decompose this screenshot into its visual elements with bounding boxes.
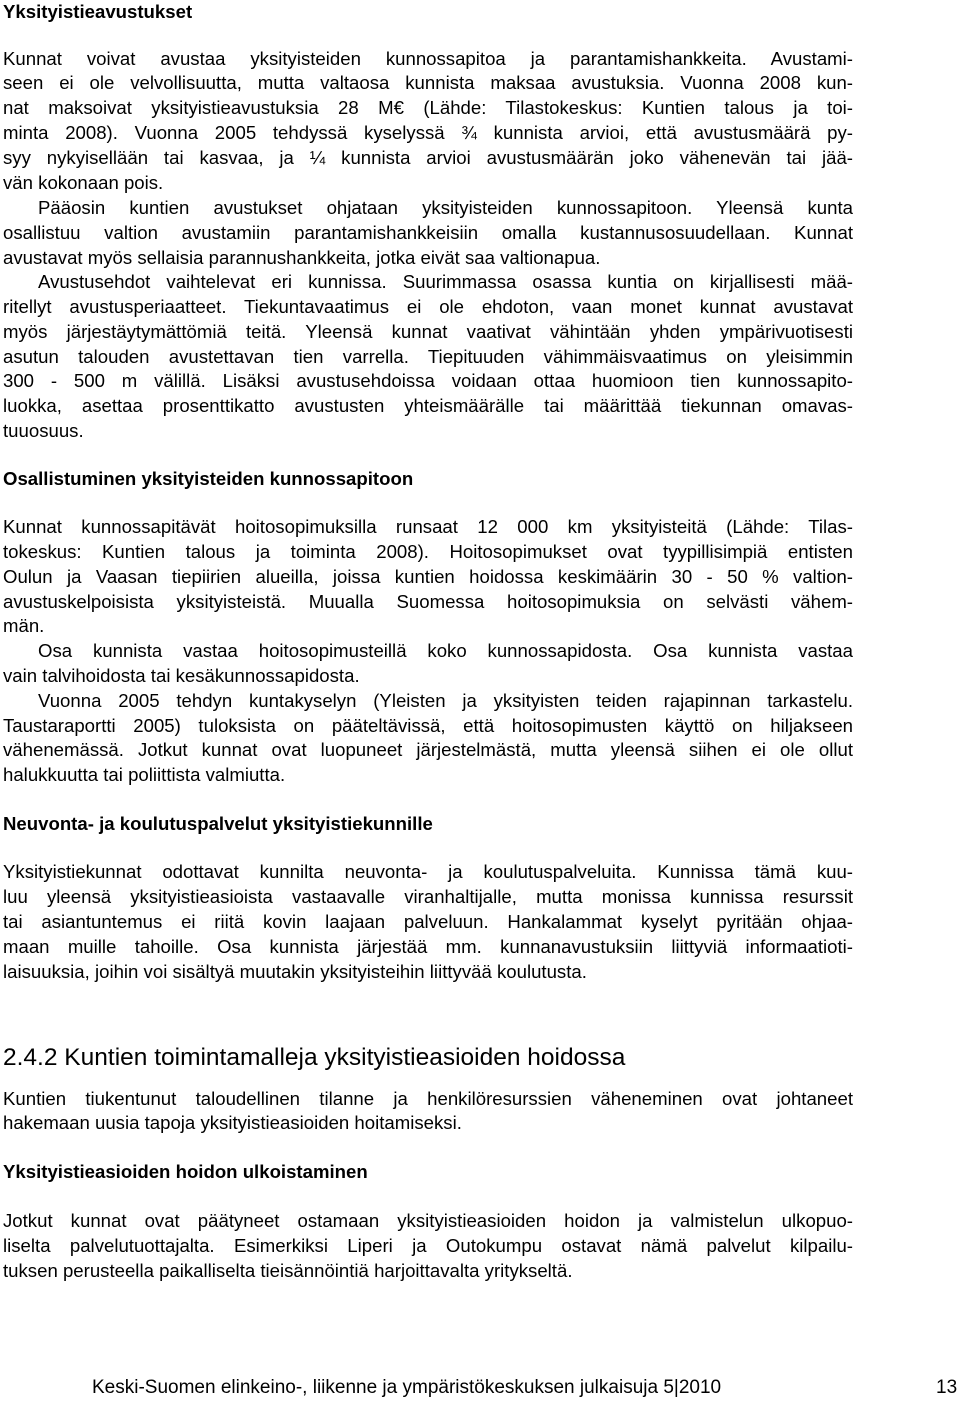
paragraph-line: myös järjestäytymättömiä teitä. Yleensä kunnat vaativat vähintään yhden ympärivuotisesti [3,321,853,342]
paragraph-line: seen ei ole velvollisuutta, mutta valtaosa kunnista maksaa avustuksia. Vuonna 2008 kun- [3,72,853,93]
paragraph-line: maan muille tahoille. Osa kunnista järjestää mm. kunnanavustuksiin liittyviä informaatioti- [3,936,853,957]
paragraph-line: luokka, asettaa prosenttikatto avustusten yhteismäärälle tai määrittää tiekunnan omavas- [3,395,853,416]
paragraph-line: syy nykyisellään tai kasvaa, ja ¼ kunnista arvioi avustusmäärän joko vähenevän tai jää- [3,147,853,168]
paragraph-line: laisuuksia, joihin voi sisältyä muutakin yksityisteihin liittyvää koulutusta. [3,961,587,982]
section-heading: Osallistuminen yksityisteiden kunnossapitoon [3,468,414,489]
paragraph-line: ritellyt avustusperiaatteet. Tiekuntavaatimus ei ole ehdoton, vaan monet kunnat avustavat [3,296,853,317]
paragraph-line: vain talvihoidosta tai kesäkunnossapidosta. [3,665,360,686]
section-heading: Yksityistieavustukset [3,1,193,22]
paragraph-line: Kunnat voivat avustaa yksityisteiden kunnossapitoa ja parantamishankkeita. Avustami- [3,48,853,69]
paragraph-line: Kunnat kunnossapitävät hoitosopimuksilla runsaat 12 000 km yksityisteitä (Lähde: Tilas- [3,516,853,537]
paragraph-line: Pääosin kuntien avustukset ohjataan yksityisteiden kunnossapitoon. Yleensä kunta [38,197,853,218]
paragraph-line: vän kokonaan pois. [3,172,164,193]
paragraph-line: hakemaan uusia tapoja yksityistieasioiden hoitamiseksi. [3,1112,462,1133]
paragraph-line: avustuskelpoisista yksityisteistä. Muualla Suomessa hoitosopimuksia on selvästi vähem- [3,591,853,612]
paragraph-line: tuksen perusteella paikalliselta tieisännöintiä harjoittavalta yritykseltä. [3,1260,573,1281]
paragraph-line: asutun talouden avustettavan tien varrella. Tiepituuden vähimmäisvaatimus on yleisimmin [3,346,853,367]
chapter-heading: 2.4.2 Kuntien toimintamalleja yksityistieasioiden hoidossa [3,1044,626,1071]
paragraph-line: Osa kunnista vastaa hoitosopimusteillä koko kunnossapidosta. Osa kunnista vastaa [38,640,853,661]
paragraph-line: osallistuu valtion avustamiin parantamishankkeisiin omalla kustannusosuudellaan. Kunnat [3,222,853,243]
section-heading: Neuvonta- ja koulutuspalvelut yksityistiekunnille [3,813,433,834]
paragraph-line: luu yleensä yksityistieasioista vastaavalle viranhaltijalle, mutta monissa kunnissa resurssit [3,886,853,907]
paragraph-line: nat maksoivat yksityistieavustuksia 28 M€ (Lähde: Tilastokeskus: Kuntien talous ja toi- [3,97,853,118]
paragraph-line: tuuosuus. [3,420,84,441]
paragraph-line: Taustaraportti 2005) tuloksista on pääteltävissä, että hoitosopimusten käyttö on hiljakseen [3,715,853,736]
section-heading: Yksityistieasioiden hoidon ulkoistaminen [3,1161,368,1182]
paragraph-line: Jotkut kunnat ovat päätyneet ostamaan yksityistieasioiden hoidon ja valmistelun ulkopuo- [3,1210,853,1231]
paragraph-line: minta 2008). Vuonna 2005 tehdyssä kyselyssä ¾ kunnista arvioi, että avustusmäärä py- [3,122,853,143]
page-number: 13 [936,1377,958,1398]
paragraph-line: vähenemässä. Jotkut kunnat ovat luopuneet järjestelmästä, mutta yleensä siihen ei ole ollut [3,739,853,760]
paragraph-line: Vuonna 2005 tehdyn kuntakyselyn (Yleisten ja yksityisten teiden rajapinnan tarkastelu. [38,690,853,711]
paragraph-line: män. [3,615,45,636]
paragraph-line: Oulun ja Vaasan tiepiirien alueilla, joissa kuntien hoidossa keskimäärin 30 - 50 % valtion- [3,566,853,587]
paragraph-line: Avustusehdot vaihtelevat eri kunnissa. Suurimmassa osassa kuntia on kirjallisesti mää- [38,271,853,292]
paragraph-line: Kuntien tiukentunut taloudellinen tilanne ja henkilöresurssien väheneminen ovat johtaneet [3,1088,853,1109]
paragraph-line: avustavat myös sellaisia parannushankkeita, jotka eivät saa valtionapua. [3,247,601,268]
paragraph-line: Yksityistiekunnat odottavat kunnilta neuvonta- ja koulutuspalveluita. Kunnissa tämä kuu- [3,861,853,882]
paragraph-line: tai asiantuntemus ei riitä kovin laajaan palveluun. Hankalammat kyselyt pyritään ohjaa- [3,911,853,932]
paragraph-line: halukkuutta tai poliittista valmiutta. [3,764,286,785]
paragraph-line: liselta palvelutuottajalta. Esimerkiksi Liperi ja Outokumpu ostavat nämä palvelut kilpailu- [3,1235,853,1256]
footer-publication: Keski-Suomen elinkeino-, liikenne ja ympäristökeskuksen julkaisuja 5|2010 [92,1377,722,1398]
paragraph-line: tokeskus: Kuntien talous ja toiminta 2008). Hoitosopimukset ovat tyypillisimpiä entisten [3,541,853,562]
paragraph-line: 300 - 500 m välillä. Lisäksi avustusehdoissa voidaan ottaa huomioon tien kunnossapito- [3,370,853,391]
